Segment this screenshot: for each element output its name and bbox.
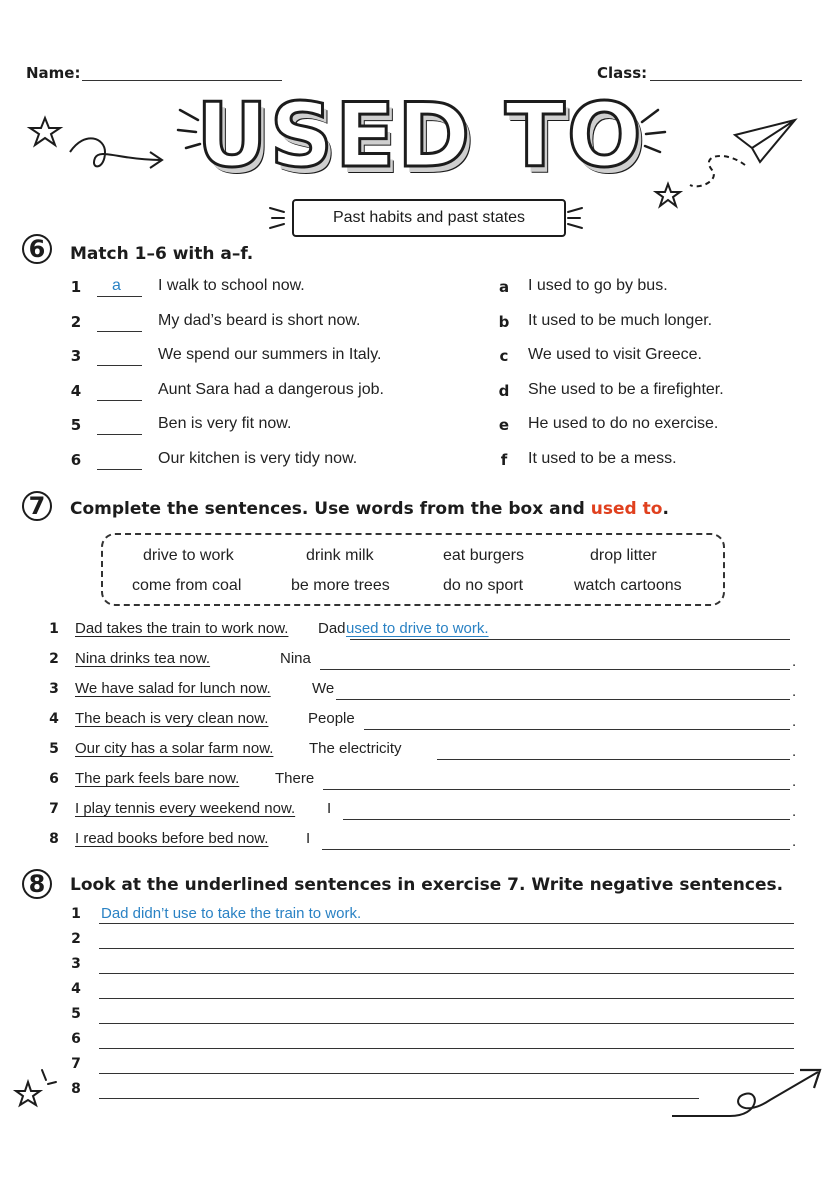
underlined-sentence: We have salad for lunch now. <box>75 680 271 697</box>
instruction-end: . <box>662 499 669 519</box>
item-letter: c <box>499 347 509 365</box>
item-number: 5 <box>70 416 82 434</box>
answer-line[interactable] <box>99 923 794 924</box>
instruction-text: Complete the sentences. Use words from the box and <box>70 499 591 519</box>
sentence-starter: I <box>327 800 332 817</box>
end-period: . <box>792 833 797 850</box>
item-number: 4 <box>49 711 59 727</box>
underlined-sentence: The park feels bare now. <box>75 770 240 787</box>
item-number: 5 <box>71 1006 81 1022</box>
answer-line[interactable] <box>99 998 794 999</box>
answer-text: a <box>112 277 121 294</box>
answer-line[interactable] <box>99 1048 794 1049</box>
end-period: . <box>792 653 797 670</box>
answer-blank[interactable] <box>97 434 142 435</box>
match-sentence: We spend our summers in Italy. <box>158 346 382 363</box>
item-number: 7 <box>49 801 59 817</box>
sentence-starter: We <box>312 680 335 697</box>
answer-line[interactable] <box>323 789 790 790</box>
item-letter: f <box>500 450 508 469</box>
answer-blank[interactable] <box>97 365 142 366</box>
word-box-item: watch cartoons <box>574 577 682 594</box>
answer-line[interactable] <box>320 669 790 670</box>
exercise-8-badge: 8 <box>22 869 52 899</box>
word-box <box>101 533 725 606</box>
name-label: Name: <box>26 64 81 82</box>
end-period: . <box>792 743 797 760</box>
match-option: It used to be much longer. <box>528 311 713 329</box>
footer-doodles <box>0 1060 840 1130</box>
underlined-sentence: Our city has a solar farm now. <box>75 740 274 757</box>
class-field[interactable] <box>650 80 802 81</box>
item-number: 4 <box>71 981 81 997</box>
answer-blank[interactable] <box>97 331 142 332</box>
underlined-sentence: I read books before bed now. <box>75 830 269 847</box>
answer-line[interactable] <box>350 639 790 640</box>
answer-line[interactable] <box>336 699 790 700</box>
answer-blank[interactable] <box>97 400 142 401</box>
word-box-item: drink milk <box>306 547 374 564</box>
exercise-7-badge: 7 <box>22 491 52 521</box>
item-number: 2 <box>71 931 81 947</box>
match-option: We used to visit Greece. <box>528 346 702 363</box>
item-number: 8 <box>49 831 59 847</box>
answer-line[interactable] <box>437 759 790 760</box>
underlined-sentence: The beach is very clean now. <box>75 710 269 727</box>
match-sentence: I walk to school now. <box>158 277 305 294</box>
underlined-sentence: Dad takes the train to work now. <box>75 620 289 637</box>
match-sentence: Aunt Sara had a dangerous job. <box>158 380 384 398</box>
sentence-starter: There <box>275 770 315 787</box>
swirl-arrow-icon <box>672 1072 818 1116</box>
answer-line[interactable] <box>364 729 790 730</box>
item-number: 5 <box>49 741 59 757</box>
star-icon <box>656 184 680 206</box>
end-period: . <box>792 713 797 730</box>
exercise-7-instruction <box>70 499 669 519</box>
worksheet-subtitle: Past habits and past states <box>292 199 566 237</box>
worksheet-title: USED TO <box>196 84 644 187</box>
match-sentence: Our kitchen is very tidy now. <box>158 449 358 467</box>
match-sentence: My dad’s beard is short now. <box>158 311 361 329</box>
answer-text: used to drive to work. <box>346 620 489 637</box>
word-box-item: drop litter <box>590 547 657 564</box>
sentence-starter: I <box>306 830 311 847</box>
exercise-6-instruction: Match 1–6 with a–f. <box>70 244 254 264</box>
item-number: 1 <box>71 906 81 922</box>
item-number: 3 <box>71 956 81 972</box>
sentence-starter: The electricity <box>309 740 402 757</box>
word-box-item: eat burgers <box>443 547 524 564</box>
sentence-starter: Nina <box>280 650 311 667</box>
class-label: Class: <box>597 64 648 82</box>
item-number: 8 <box>71 1081 81 1097</box>
underlined-sentence: I play tennis every weekend now. <box>75 800 296 817</box>
answer-text: Dad didn’t use to take the train to work. <box>101 905 362 922</box>
instruction-highlight: used to <box>590 499 663 519</box>
answer-blank[interactable] <box>97 469 142 470</box>
match-option: She used to be a firefighter. <box>528 380 724 398</box>
answer-line[interactable] <box>99 1023 794 1024</box>
item-number: 2 <box>49 651 59 667</box>
sentence-starter: People <box>308 710 355 727</box>
item-number: 3 <box>70 347 82 365</box>
item-number: 6 <box>71 1031 81 1047</box>
exercise-6-badge: 6 <box>22 234 52 264</box>
answer-line[interactable] <box>343 819 790 820</box>
item-number: 7 <box>71 1056 81 1072</box>
word-box-item: be more trees <box>291 577 390 594</box>
match-sentence: Ben is very fit now. <box>158 415 292 432</box>
answer-blank[interactable] <box>97 296 142 297</box>
underlined-sentence: Nina drinks tea now. <box>75 650 211 667</box>
star-icon <box>16 1082 40 1105</box>
item-number: 2 <box>70 312 82 331</box>
word-box-item: drive to work <box>143 547 234 564</box>
item-letter: a <box>498 278 510 296</box>
exercise-8-instruction: Look at the underlined sentences in exercise 7. Write negative sentences. <box>70 875 784 895</box>
answer-line[interactable] <box>99 948 794 949</box>
item-number: 1 <box>70 278 82 296</box>
name-field[interactable] <box>82 80 282 81</box>
item-number: 1 <box>49 621 59 637</box>
word-box-item: come from coal <box>132 577 242 594</box>
item-letter: e <box>498 416 510 434</box>
item-number: 3 <box>49 681 59 697</box>
item-number: 6 <box>70 450 82 469</box>
match-option: He used to do no exercise. <box>528 415 719 432</box>
sentence-starter: Dad <box>318 620 346 637</box>
item-number: 4 <box>70 381 82 400</box>
end-period: . <box>792 773 797 790</box>
squiggle-arrow-icon <box>70 138 160 166</box>
item-letter: b <box>498 312 510 331</box>
item-number: 6 <box>49 771 59 787</box>
paper-plane-icon <box>735 120 795 162</box>
item-letter: d <box>498 381 510 400</box>
star-icon <box>30 118 60 145</box>
word-box-item: do no sport <box>443 577 524 594</box>
match-option: It used to be a mess. <box>528 449 677 467</box>
match-option: I used to go by bus. <box>528 277 668 294</box>
answer-line[interactable] <box>322 849 790 850</box>
answer-line[interactable] <box>99 973 794 974</box>
end-period: . <box>792 803 797 820</box>
end-period: . <box>792 683 797 700</box>
